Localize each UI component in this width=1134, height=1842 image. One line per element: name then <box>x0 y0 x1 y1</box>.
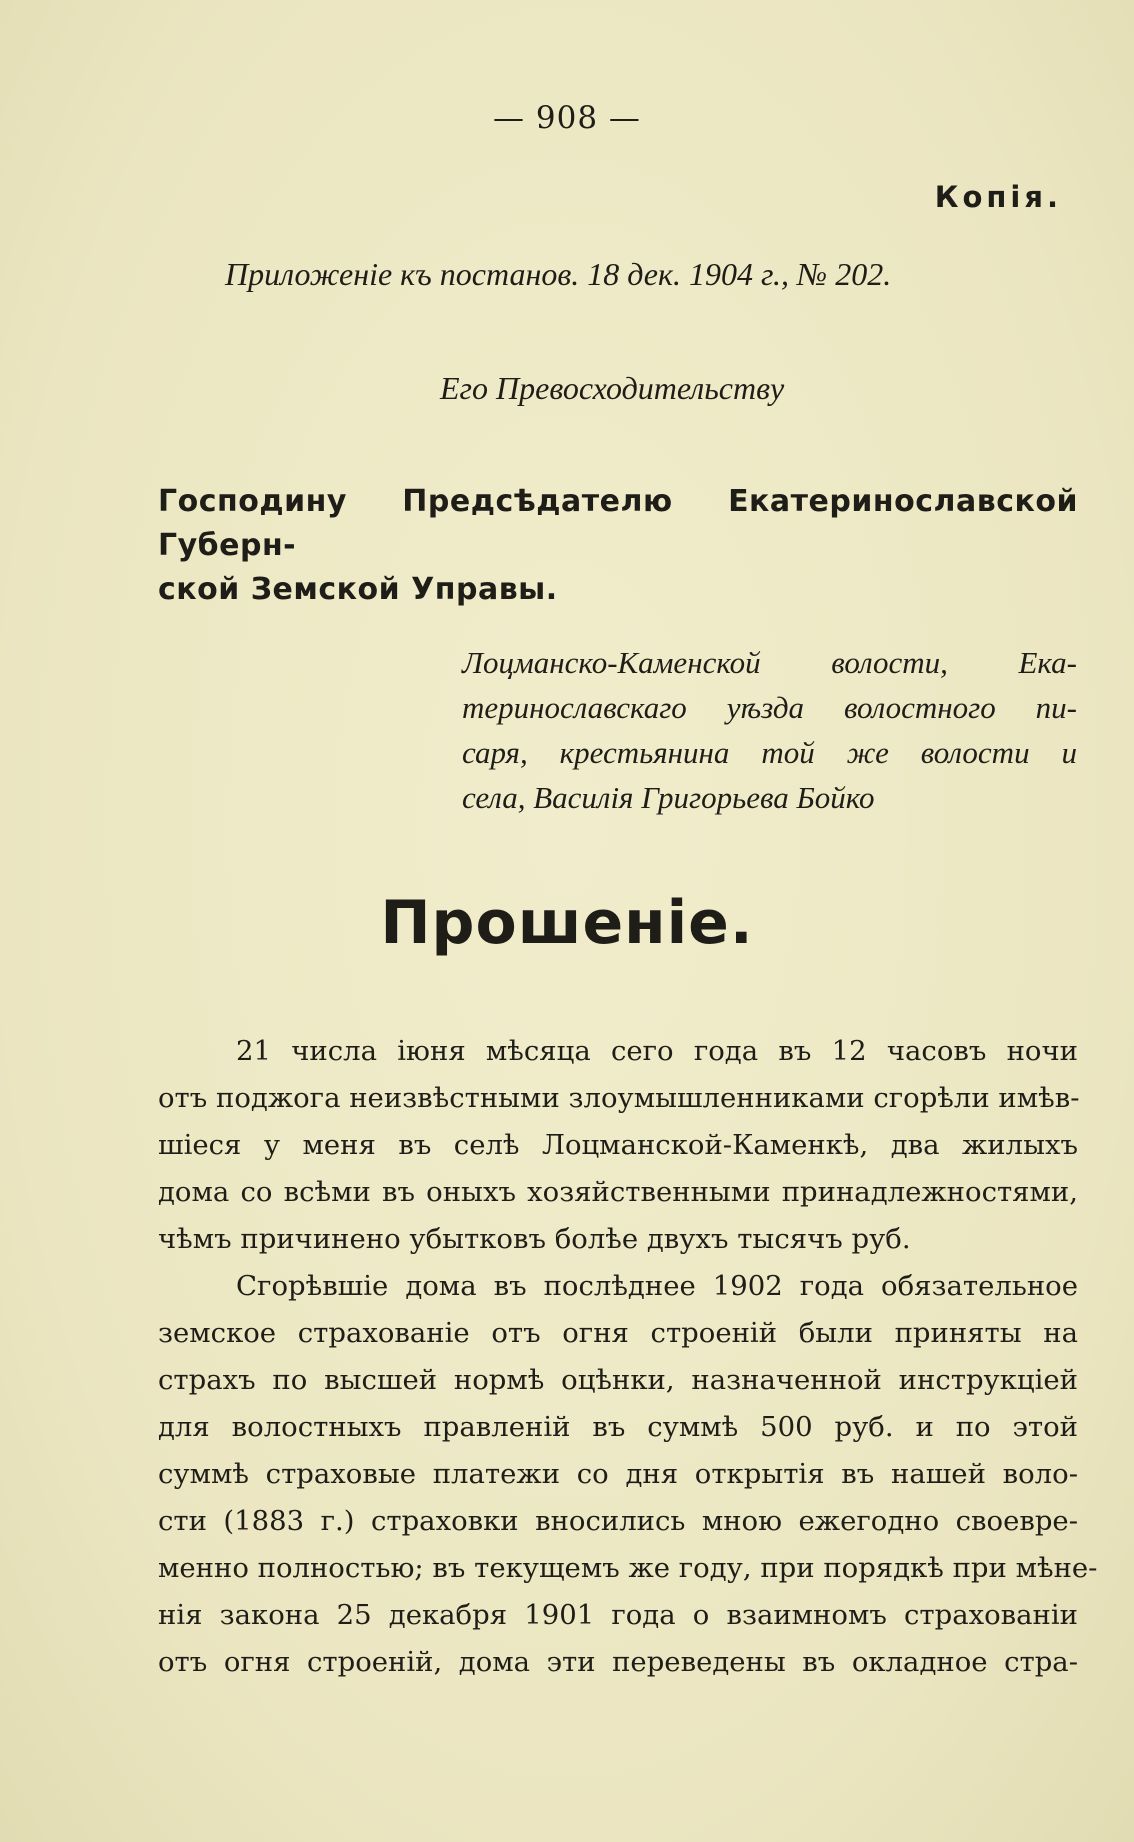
salutation: Его Превосходительству <box>440 370 785 406</box>
body-line: Сгорѣвшіе дома въ послѣднее 1902 года обязательное <box>236 1270 1078 1302</box>
addressee-line-1: Господину Предсѣдателю Екатеринославской Губерн- <box>158 484 1078 563</box>
body-line: 21 числа іюня мѣсяца сего года въ 12 часовъ ночи <box>236 1035 1078 1067</box>
body-line: суммѣ страховые платежи со дня открытія въ нашей воло- <box>158 1458 1078 1490</box>
document-title: Прошеніе. <box>380 888 754 958</box>
body-line: сти (1883 г.) страховки вносились мною ежегодно своевре- <box>158 1505 1078 1537</box>
petitioner-line: теринославскаго уѣзда волостного пи- <box>462 690 1077 725</box>
addressee-line-2: ской Земской Управы. <box>158 572 558 607</box>
body-line: дома со всѣми въ оныхъ хозяйственными принадлежностями, <box>158 1176 1078 1208</box>
body-line: отъ поджога неизвѣстными злоумышленниками сгорѣли имѣв- <box>158 1082 1080 1114</box>
body-line: отъ огня строеній, дома эти переведены въ окладное стра- <box>158 1646 1078 1678</box>
addressee <box>158 480 1078 612</box>
body-line: земское страхованіе отъ огня строеній были приняты на <box>158 1317 1078 1349</box>
petitioner-line: Лоцманско-Каменской волости, Ека- <box>462 645 1077 680</box>
body-line: чѣмъ причинено убытковъ болѣе двухъ тысячъ руб. <box>158 1223 911 1255</box>
body-line: шіеся у меня въ селѣ Лоцманской-Каменкѣ, два жилыхъ <box>158 1129 1078 1161</box>
petitioner-line: саря, крестьянина той же волости и <box>462 735 1077 770</box>
petitioner-line: села, Василія Григорьева Бойко <box>462 780 875 815</box>
petitioner-block <box>462 640 1077 820</box>
appendix-line: Приложеніе къ постанов. 18 дек. 1904 г., № 202. <box>225 256 892 292</box>
body-line: страхъ по высшей нормѣ оцѣнки, назначенной инструкціей <box>158 1364 1078 1396</box>
body-line: нія закона 25 декабря 1901 года о взаимномъ страхованіи <box>158 1599 1078 1631</box>
copy-label: Копія. <box>934 180 1062 214</box>
body-text <box>158 1028 1098 1686</box>
body-line: для волостныхъ правленій въ суммѣ 500 руб. и по этой <box>158 1411 1078 1443</box>
body-line: менно полностью; въ текущемъ же году, при порядкѣ при мѣне- <box>158 1552 1098 1584</box>
page-number: — 908 — <box>493 100 641 136</box>
